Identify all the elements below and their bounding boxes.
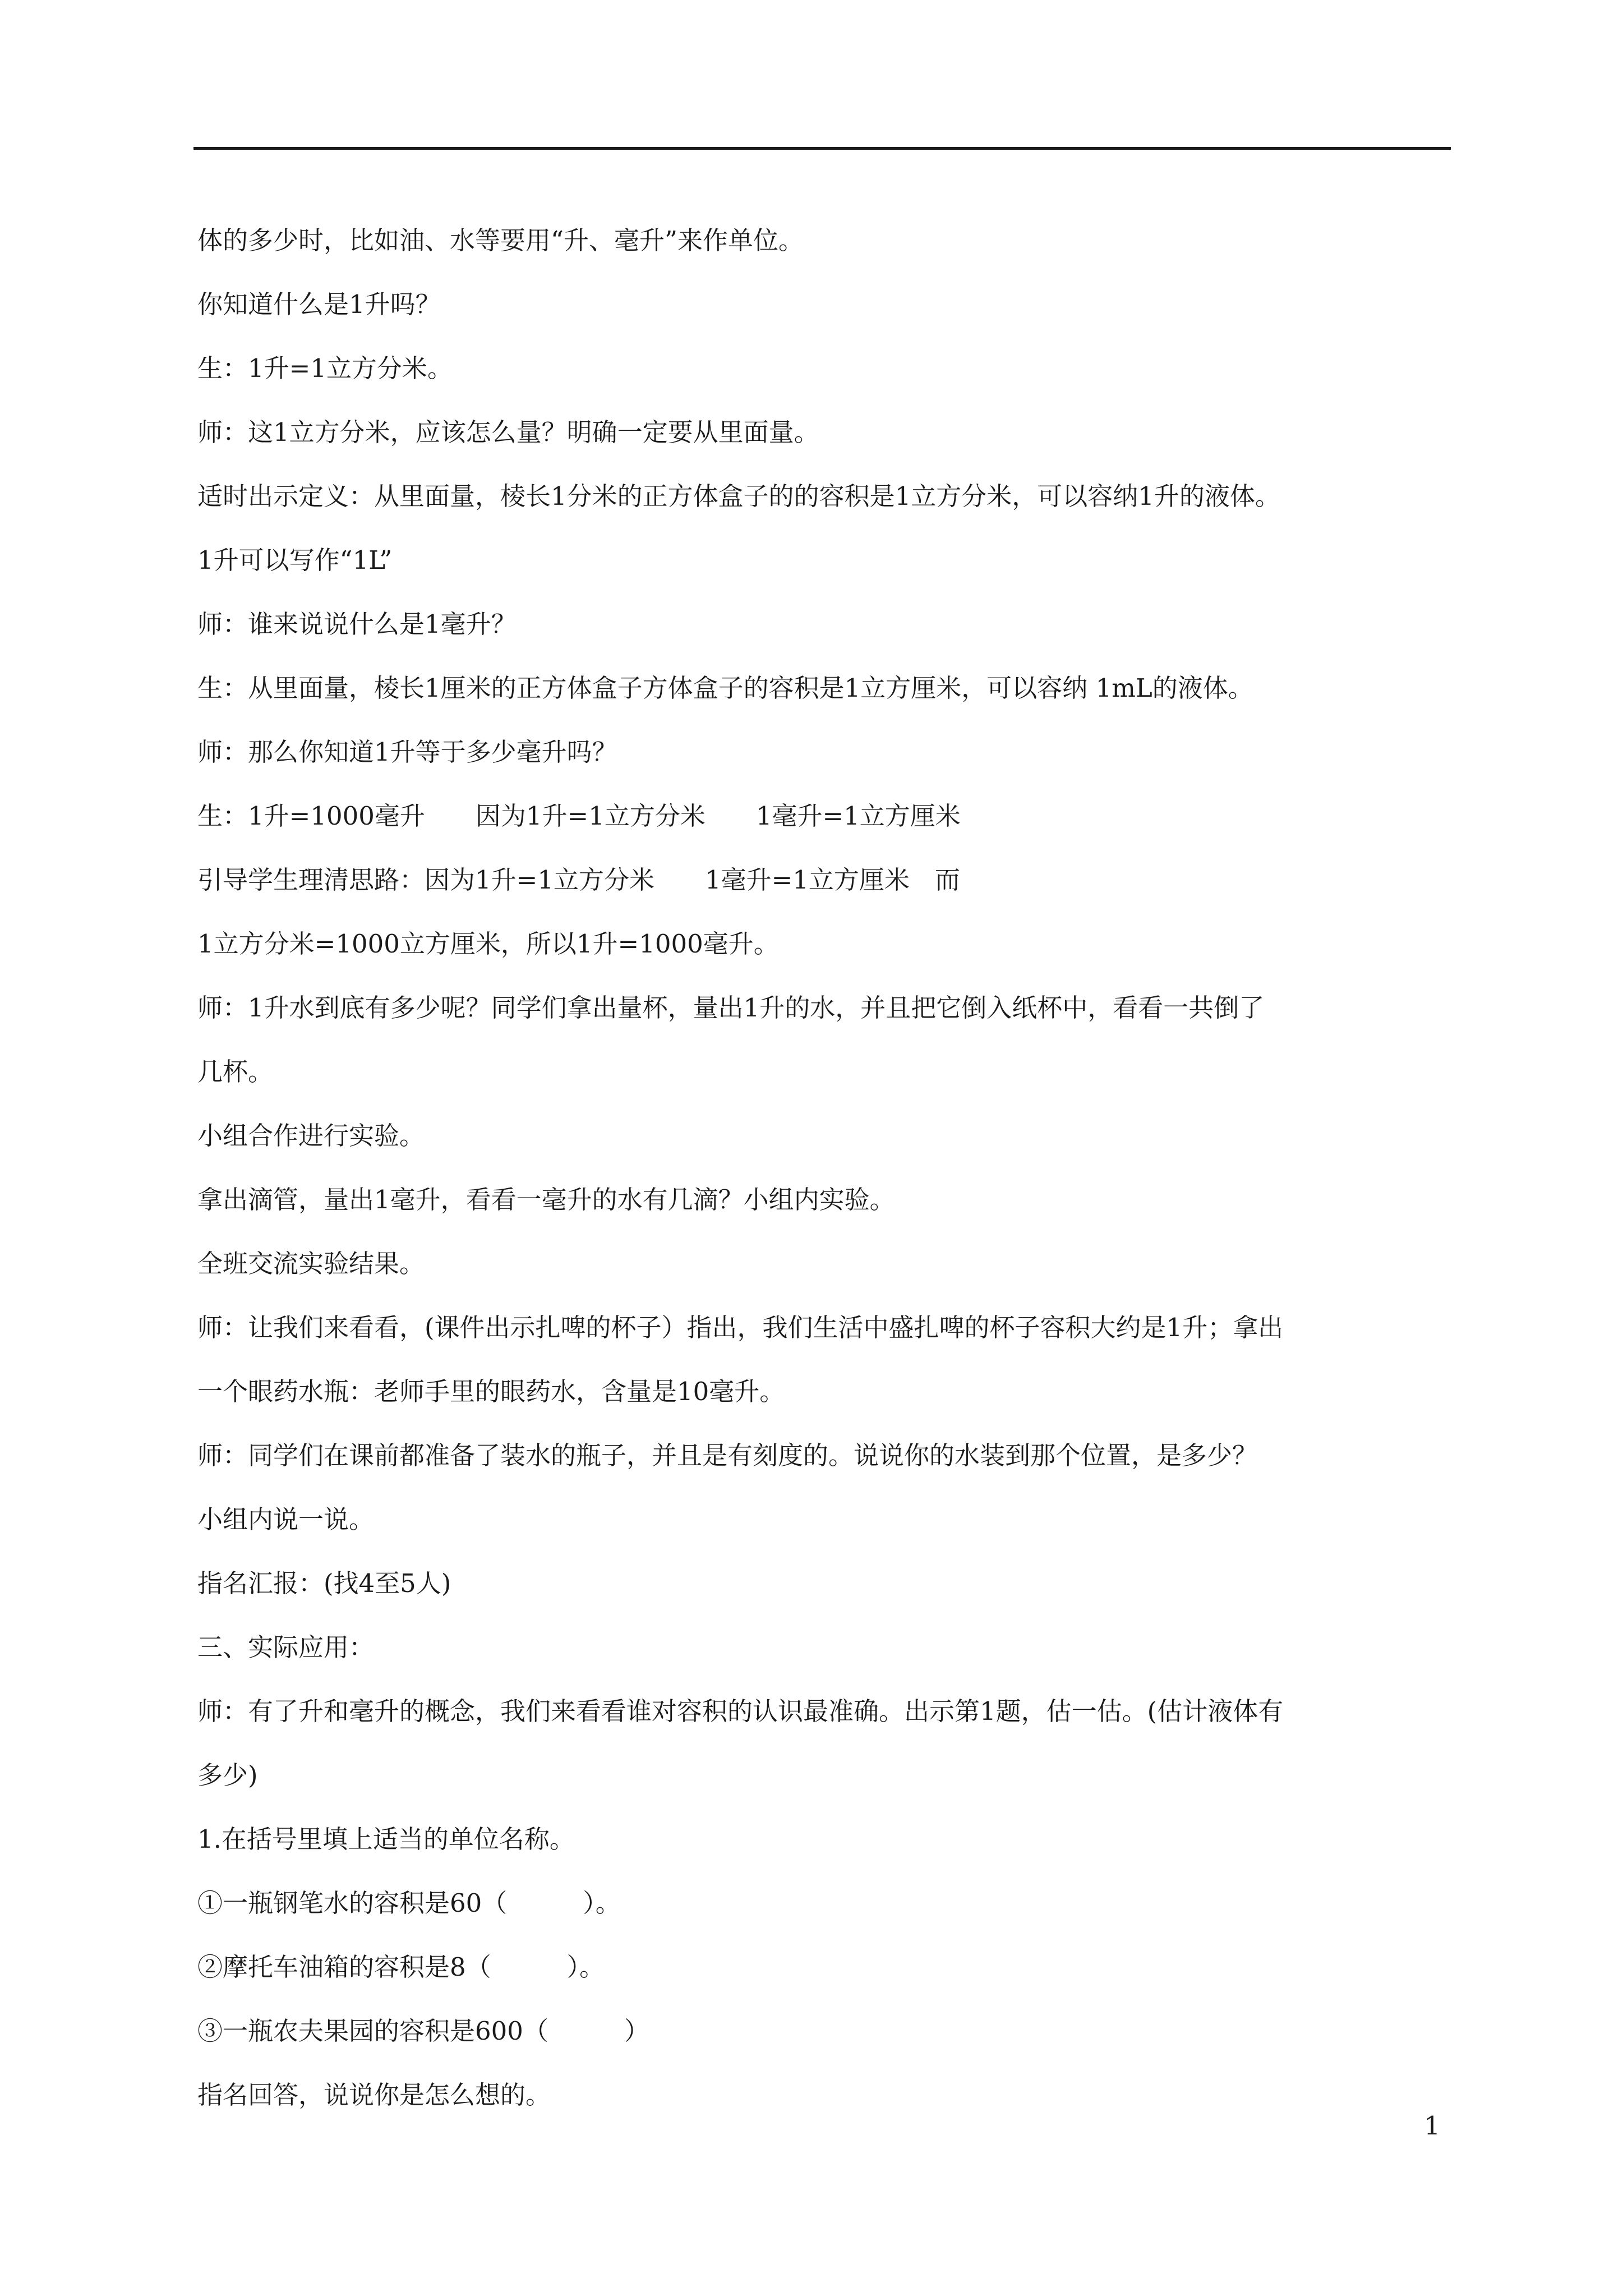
page-number: 1	[1424, 2111, 1440, 2141]
paragraph: 生：从里面量，棱长1厘米的正方体盒子方体盒子的容积是1立方厘米，可以容纳 1mL的液体。	[197, 673, 1253, 703]
paragraph: 指名回答，说说你是怎么想的。	[197, 2080, 551, 2110]
paragraph: 引导学生理清思路：因为1升=1立方分米 1毫升=1立方厘米 而	[197, 865, 960, 895]
document-body	[197, 209, 1451, 2127]
paragraph: 1立方分米=1000立方厘米，所以1升=1000毫升。	[197, 929, 779, 959]
paragraph: 师：1升水到底有多少呢？同学们拿出量杯，量出1升的水，并且把它倒入纸杯中，看看一共倒了	[197, 993, 1265, 1023]
exercise-item: ③一瓶农夫果园的容积是600（ ）	[197, 2016, 649, 2046]
paragraph: 师：同学们在课前都准备了装水的瓶子，并且是有刻度的。说说你的水装到那个位置，是多少？	[197, 1441, 1258, 1470]
section-heading: 三、实际应用：	[197, 1632, 375, 1662]
paragraph: 师：这1立方分米，应该怎么量？明确一定要从里面量。	[197, 417, 819, 447]
paragraph: 指名汇报：(找4至5人)	[197, 1568, 451, 1598]
paragraph: 师：让我们来看看，(课件出示扎啤的杯子）指出，我们生活中盛扎啤的杯子容积大约是1升；拿出	[197, 1313, 1284, 1342]
paragraph: 全班交流实验结果。	[197, 1249, 425, 1278]
paragraph: 师：谁来说说什么是1毫升？	[197, 609, 517, 639]
paragraph: 你知道什么是1升吗？	[197, 289, 441, 319]
paragraph: 适时出示定义：从里面量，棱长1分米的正方体盒子的的容积是1立方分米，可以容纳1升的液体。	[197, 481, 1280, 511]
paragraph: 师：有了升和毫升的概念，我们来看看谁对容积的认识最准确。出示第1题，估一估。(估计液体有	[197, 1696, 1284, 1726]
exercise-item: ①一瓶钢笔水的容积是60（ ）。	[197, 1888, 621, 1918]
paragraph: 1升可以写作“1L”	[197, 545, 393, 575]
paragraph: 多少)	[197, 1760, 258, 1790]
paragraph: 拿出滴管，量出1毫升，看看一毫升的水有几滴？小组内实验。	[197, 1185, 895, 1214]
header-rule	[193, 147, 1451, 150]
paragraph: 体的多少时，比如油、水等要用“升、毫升”来作单位。	[197, 226, 804, 255]
paragraph: 小组合作进行实验。	[197, 1121, 425, 1151]
paragraph: 生：1升=1000毫升 因为1升=1立方分米 1毫升=1立方厘米	[197, 801, 961, 831]
paragraph: 几杯。	[197, 1057, 274, 1087]
exercise-item: ②摩托车油箱的容积是8（ ）。	[197, 1952, 605, 1982]
paragraph: 小组内说一说。	[197, 1504, 375, 1534]
exercise-prompt: 1.在括号里填上适当的单位名称。	[197, 1824, 575, 1854]
paragraph: 一个眼药水瓶：老师手里的眼药水，含量是10毫升。	[197, 1377, 785, 1406]
paragraph: 师：那么你知道1升等于多少毫升吗？	[197, 737, 617, 767]
paragraph: 生：1升=1立方分米。	[197, 353, 453, 383]
